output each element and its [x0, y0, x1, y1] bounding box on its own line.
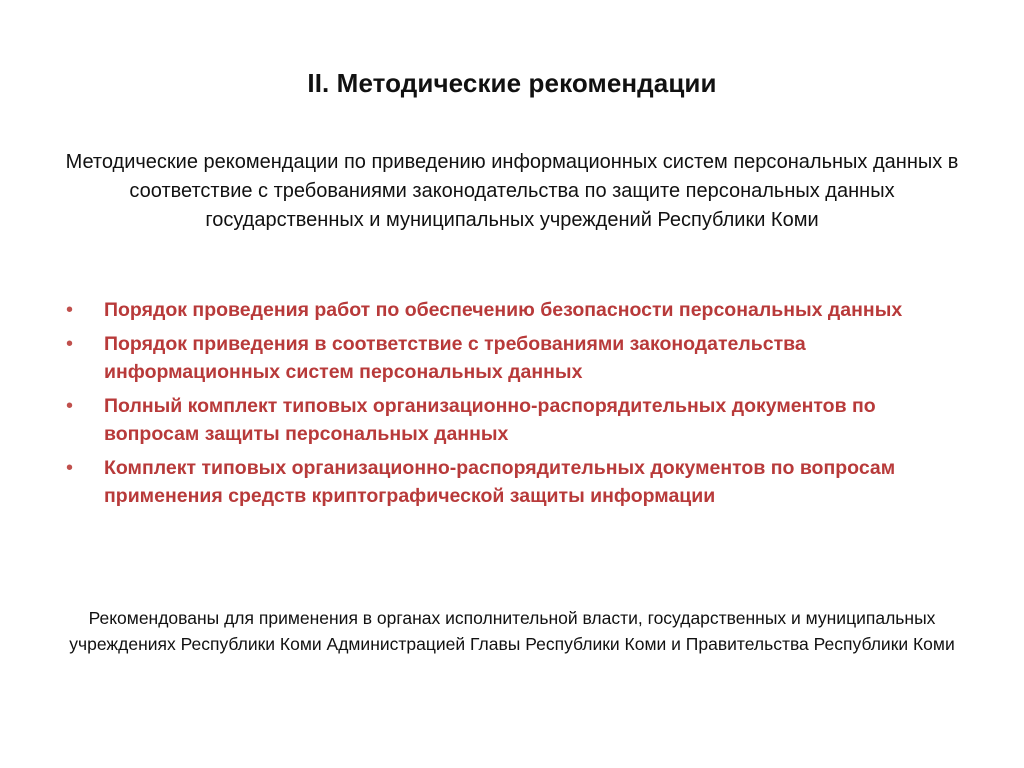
slide-subtitle: Методические рекомендации по приведению информационных систем персональных данных в соответствие с требованиями законодательства по защите персональных данных государственных и муниципальных учреждений Республики Коми	[65, 151, 959, 231]
bullet-item	[66, 330, 966, 386]
bullet-marker: •	[66, 299, 74, 321]
slide-title: II. Методические рекомендации	[307, 68, 717, 98]
bullet-item	[66, 392, 966, 448]
slide-footer: Рекомендованы для применения в органах исполнительной власти, государственных и муниципальных учреждениях Республики Коми Администрацией Главы Республики Коми и Правительства Республики Коми	[69, 608, 955, 654]
bullet-text: Комплект типовых организационно-распорядительных документов по вопросам применения средств криптографической защиты информации	[104, 457, 896, 507]
bullet-text: Порядок проведения работ по обеспечению безопасности персональных данных	[104, 299, 903, 321]
bullet-item	[66, 296, 966, 324]
bullet-text: Полный комплект типовых организационно-распорядительных документов по вопросам защиты персональных данных	[104, 395, 876, 445]
bullet-item	[66, 454, 966, 510]
bullet-marker: •	[66, 333, 74, 355]
bullet-marker: •	[66, 395, 74, 417]
bullet-marker: •	[66, 457, 74, 479]
bullet-text: Порядок приведения в соответствие с требованиями законодательства информационных систем персональных данных	[104, 333, 806, 383]
bullet-list	[66, 296, 966, 516]
